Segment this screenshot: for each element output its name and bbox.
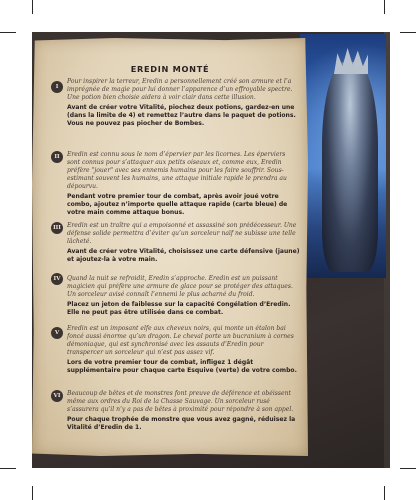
section-numeral: III — [51, 222, 63, 234]
crop-mark — [32, 0, 33, 14]
section-6 — [67, 390, 300, 432]
eredin-illustration — [300, 34, 386, 278]
section-numeral: II — [51, 151, 63, 163]
section-3 — [67, 222, 300, 264]
section-intro: Pour inspirer la terreur, Eredin a personnellement créé son armure et l’a imprégnée de magie pour lui donner l’apparence d’un effroyable spectre. Une potion bien choisie aidera à voir clair dans cette illusion. — [67, 78, 293, 101]
section-numeral: I — [51, 81, 63, 93]
section-rule: Pendant votre premier tour de combat, après avoir joué votre combo, ajoutez n’importe quelle attaque rapide (carte bleue) de votre main comme attaque bonus. — [67, 192, 288, 216]
section-numeral: IV — [51, 273, 63, 285]
section-numeral: VI — [51, 390, 63, 402]
section-intro: Eredin est un traître qui a empoisonné et assassiné son prédécesseur. Une défense solide permettra d’éviter qu’un sorceleur naïf ne subisse une telle lâcheté. — [67, 222, 297, 245]
section-intro: Eredin est connu sous le nom d’épervier par les licornes. Les éperviers sont connus pour s’attaquer aux petits oiseaux et, comme eux, Eredin préfère "jouer" avec ses ennemis humains pour les faire souffrir. Sous-estimant souvent les humains, une attaque initiale rapide le prendra au dépourvu. — [67, 151, 287, 190]
section-intro: Quand la nuit se refroidit, Eredin s’approche. Eredin est un puissant magicien qui préfère une armure de glace pour se protéger des attaques. Un sorceleur avisé connaît l’ennemi le plus acharné du froid. — [67, 275, 293, 298]
crop-mark — [0, 468, 16, 469]
page-title: EREDIN MONTÉ — [130, 64, 210, 74]
section-4 — [67, 275, 300, 317]
crop-mark — [384, 486, 385, 500]
section-rule: Lors de votre premier tour de combat, infligez 1 dégât supplémentaire pour chaque carte Esquive (verte) de votre combo. — [67, 358, 297, 374]
crop-mark — [0, 32, 16, 33]
crop-mark — [32, 486, 33, 500]
section-5 — [67, 325, 300, 375]
section-intro: Eredin est un imposant elfe aux cheveux noirs, qui monte un étalon bai foncé aussi énorme qu’un dragon. Le cheval porte un bucranium à cornes démoniaque, qui est synchronisé avec les assauts d’Eredin pour transpercer un sorceleur qui n’est pas assez vif. — [67, 325, 294, 356]
crop-mark — [400, 468, 416, 469]
section-rule: Placez un jeton de faiblesse sur la capacité Congélation d’Eredin. Elle ne peut pas être utilisée dans ce combat. — [67, 300, 291, 316]
section-rule: Avant de créer votre Vitalité, choisissez une carte défensive (jaune) et ajoutez-la à votre main. — [67, 247, 300, 263]
section-rule: Avant de créer votre Vitalité, piochez deux potions, gardez-en une (dans la limite de 4) et remettez l’autre dans le paquet de potions. Vous ne pouvez pas piocher de Bombes. — [67, 103, 296, 127]
crop-mark — [400, 32, 416, 33]
section-rule: Pour chaque trophée de monstre que vous avez gagné, réduisez la Vitalité d’Eredin de 1. — [67, 415, 296, 431]
section-intro: Beaucoup de bêtes et de monstres font preuve de déférence et obéissent même aux ordres du Roi de la Chasse Sauvage. Un sorceleur rusé s’assurera qu’il n’y a pas de bêtes à proximité pour répondre à son appel. — [67, 390, 294, 413]
crop-mark — [384, 0, 385, 14]
section-1 — [67, 78, 300, 128]
section-2 — [67, 151, 300, 217]
section-numeral: V — [51, 327, 63, 339]
armored-rider-figure — [322, 62, 378, 272]
